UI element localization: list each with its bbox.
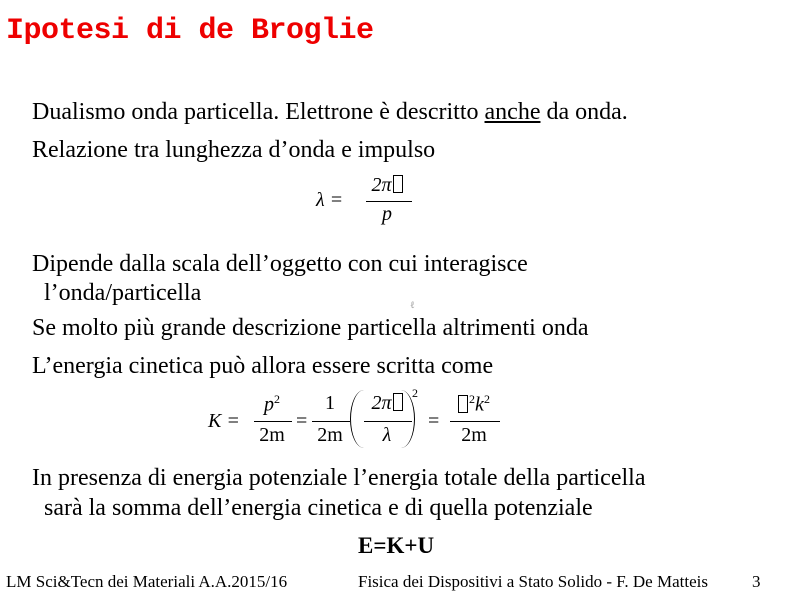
formula2-f3-denominator: 2m bbox=[461, 424, 487, 446]
line-dualismo bbox=[32, 98, 628, 126]
line-dualismo-b: da onda. bbox=[540, 99, 628, 125]
formula2-K: K = bbox=[208, 410, 240, 432]
formula2-hbar2-box bbox=[458, 395, 468, 413]
cursor-mark: ℓ bbox=[410, 300, 415, 311]
formula2-f1-p: p bbox=[264, 393, 274, 416]
formula1-denominator: p bbox=[382, 203, 392, 225]
footer-course: LM Sci&Tecn dei Materiali A.A.2015/16 bbox=[6, 572, 288, 591]
formula2-f1-numerator bbox=[252, 392, 292, 417]
formula2-f2-numerator: 1 bbox=[325, 392, 335, 414]
formula2-f3-bar bbox=[450, 421, 500, 422]
formula1-numerator bbox=[362, 174, 412, 197]
formula2-f3-k: k bbox=[475, 393, 484, 416]
formula-total-energy: E=K+U bbox=[358, 533, 435, 558]
formula2-f1-exp: 2 bbox=[274, 392, 280, 406]
formula-kinetic-energy bbox=[200, 388, 520, 454]
line-relazione: Relazione tra lunghezza d’onda e impulso bbox=[32, 137, 436, 163]
formula2-f3-numerator: $^2k^2$ bbox=[446, 392, 502, 417]
formula2-eq2: = bbox=[428, 410, 440, 432]
line-in-presenza: In presenza di energia potenziale l’energia totale della particella bbox=[32, 465, 646, 491]
formula2-f2-bar bbox=[312, 421, 350, 422]
formula2-f1-denominator: 2m bbox=[259, 424, 285, 446]
line-sara-somma: sarà la somma dell’energia cinetica e di quella potenziale bbox=[44, 495, 593, 521]
line-se-molto: Se molto più grande descrizione particella altrimenti onda bbox=[32, 315, 589, 341]
formula2-eq1: = bbox=[296, 410, 308, 432]
line-energia-cinetica: L’energia cinetica può allora essere scritta come bbox=[32, 353, 494, 379]
formula2-inner-num-text: 2π bbox=[371, 392, 392, 414]
formula2-inner-denominator: λ bbox=[382, 424, 392, 446]
page-number: 3 bbox=[752, 572, 761, 591]
line-dipende: Dipende dalla scala dell’oggetto con cui interagisce bbox=[32, 251, 528, 277]
formula1-lhs: λ = bbox=[316, 189, 344, 211]
formula2-outer-exp: 2 bbox=[412, 386, 418, 400]
formula2-f2-denominator: 2m bbox=[317, 424, 343, 446]
formula2-f1-bar bbox=[254, 421, 292, 422]
formula1-num-text: 2π bbox=[371, 174, 392, 196]
formula1-hbar-box bbox=[393, 175, 403, 193]
line-dualismo-a: Dualismo onda particella. Elettrone è descritto bbox=[32, 99, 485, 125]
line-dualismo-underlined: anche bbox=[484, 99, 541, 125]
line-onda-particella: l’onda/particella bbox=[44, 280, 202, 306]
footer-author: Fisica dei Dispositivi a Stato Solido - F. De Matteis bbox=[358, 572, 708, 591]
slide-title: Ipotesi di de Broglie bbox=[6, 14, 374, 48]
formula2-f3-exp: 2 bbox=[483, 392, 490, 406]
formula-debroglie bbox=[310, 172, 430, 232]
